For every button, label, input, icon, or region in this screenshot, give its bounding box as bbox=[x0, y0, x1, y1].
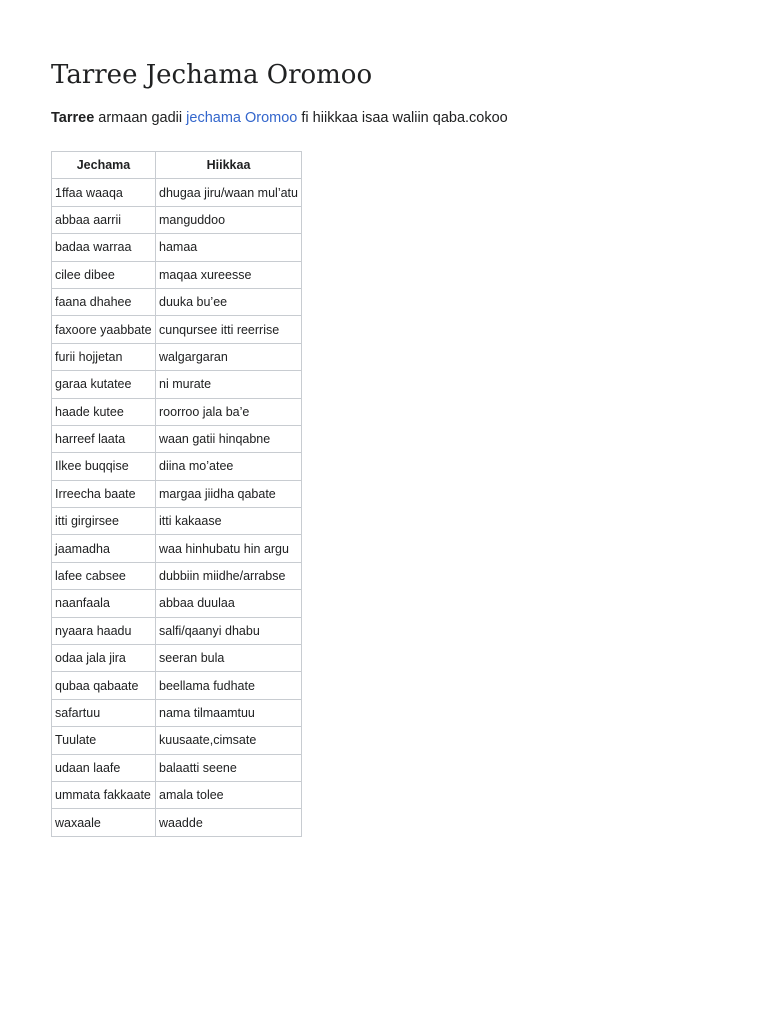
cell-jechama: waxaale bbox=[52, 809, 156, 836]
table-row bbox=[52, 645, 302, 672]
cell-jechama: faana dhahee bbox=[52, 288, 156, 315]
cell-jechama: odaa jala jira bbox=[52, 645, 156, 672]
table-row bbox=[52, 261, 302, 288]
cell-hiikkaa: roorroo jala ba’e bbox=[156, 398, 302, 425]
cell-hiikkaa: manguddoo bbox=[156, 206, 302, 233]
cell-jechama: jaamadha bbox=[52, 535, 156, 562]
table-row bbox=[52, 781, 302, 808]
table-header-row bbox=[52, 152, 302, 179]
cell-jechama: abbaa aarrii bbox=[52, 206, 156, 233]
cell-hiikkaa: seeran bula bbox=[156, 645, 302, 672]
cell-jechama: naanfaala bbox=[52, 590, 156, 617]
table-row bbox=[52, 398, 302, 425]
cell-hiikkaa: ni murate bbox=[156, 371, 302, 398]
cell-jechama: furii hojjetan bbox=[52, 343, 156, 370]
intro-paragraph bbox=[51, 108, 768, 128]
cell-jechama: lafee cabsee bbox=[52, 562, 156, 589]
cell-hiikkaa: itti kakaase bbox=[156, 508, 302, 535]
cell-jechama: udaan laafe bbox=[52, 754, 156, 781]
table-row bbox=[52, 672, 302, 699]
table-row bbox=[52, 453, 302, 480]
table-row bbox=[52, 316, 302, 343]
cell-jechama: nyaara haadu bbox=[52, 617, 156, 644]
cell-hiikkaa: beellama fudhate bbox=[156, 672, 302, 699]
cell-hiikkaa: waa hinhubatu hin argu bbox=[156, 535, 302, 562]
column-header-hiikkaa: Hiikkaa bbox=[156, 152, 302, 179]
cell-hiikkaa: dhugaa jiru/waan mul’atu bbox=[156, 179, 302, 206]
cell-jechama: Irreecha baate bbox=[52, 480, 156, 507]
cell-hiikkaa: waan gatii hinqabne bbox=[156, 425, 302, 452]
cell-jechama: Tuulate bbox=[52, 727, 156, 754]
idioms-table bbox=[51, 151, 302, 837]
cell-hiikkaa: maqaa xureesse bbox=[156, 261, 302, 288]
table-row bbox=[52, 425, 302, 452]
table-row bbox=[52, 480, 302, 507]
cell-jechama: Ilkee buqqise bbox=[52, 453, 156, 480]
cell-jechama: haade kutee bbox=[52, 398, 156, 425]
page-title: Tarree Jechama Oromoo bbox=[51, 60, 373, 90]
cell-hiikkaa: duuka bu’ee bbox=[156, 288, 302, 315]
table-row bbox=[52, 617, 302, 644]
table-row bbox=[52, 508, 302, 535]
cell-hiikkaa: nama tilmaamtuu bbox=[156, 699, 302, 726]
table-row bbox=[52, 535, 302, 562]
table-row bbox=[52, 699, 302, 726]
cell-hiikkaa: abbaa duulaa bbox=[156, 590, 302, 617]
table-row bbox=[52, 288, 302, 315]
cell-jechama: itti girgirsee bbox=[52, 508, 156, 535]
table-row bbox=[52, 371, 302, 398]
intro-text-1: armaan gadii bbox=[94, 110, 187, 126]
intro-bold-term: Tarree bbox=[51, 110, 95, 126]
cell-hiikkaa: waadde bbox=[156, 809, 302, 836]
cell-jechama: badaa warraa bbox=[52, 234, 156, 261]
cell-hiikkaa: dubbiin miidhe/arrabse bbox=[156, 562, 302, 589]
table-row bbox=[52, 206, 302, 233]
cell-hiikkaa: hamaa bbox=[156, 234, 302, 261]
cell-jechama: harreef laata bbox=[52, 425, 156, 452]
cell-hiikkaa: cunqursee itti reerrise bbox=[156, 316, 302, 343]
intro-link[interactable]: jechama Oromoo bbox=[186, 110, 298, 126]
cell-jechama: safartuu bbox=[52, 699, 156, 726]
cell-hiikkaa: salfi/qaanyi dhabu bbox=[156, 617, 302, 644]
column-header-jechama: Jechama bbox=[52, 152, 156, 179]
table-row bbox=[52, 727, 302, 754]
table-row bbox=[52, 234, 302, 261]
cell-hiikkaa: amala tolee bbox=[156, 781, 302, 808]
cell-jechama: cilee dibee bbox=[52, 261, 156, 288]
cell-hiikkaa: margaa jiidha qabate bbox=[156, 480, 302, 507]
table-row bbox=[52, 809, 302, 836]
table-row bbox=[52, 754, 302, 781]
cell-hiikkaa: kuusaate,cimsate bbox=[156, 727, 302, 754]
table-body bbox=[52, 179, 302, 836]
table-row bbox=[52, 590, 302, 617]
table-row bbox=[52, 343, 302, 370]
cell-jechama: ummata fakkaate bbox=[52, 781, 156, 808]
cell-hiikkaa: balaatti seene bbox=[156, 754, 302, 781]
cell-hiikkaa: walgargaran bbox=[156, 343, 302, 370]
cell-jechama: faxoore yaabbate bbox=[52, 316, 156, 343]
table-row bbox=[52, 562, 302, 589]
cell-jechama: garaa kutatee bbox=[52, 371, 156, 398]
table-row bbox=[52, 179, 302, 206]
intro-text-2: fi hiikkaa isaa waliin qaba.cokoo bbox=[297, 110, 508, 126]
cell-hiikkaa: diina mo’atee bbox=[156, 453, 302, 480]
cell-jechama: qubaa qabaate bbox=[52, 672, 156, 699]
cell-jechama: 1ffaa waaqa bbox=[52, 179, 156, 206]
